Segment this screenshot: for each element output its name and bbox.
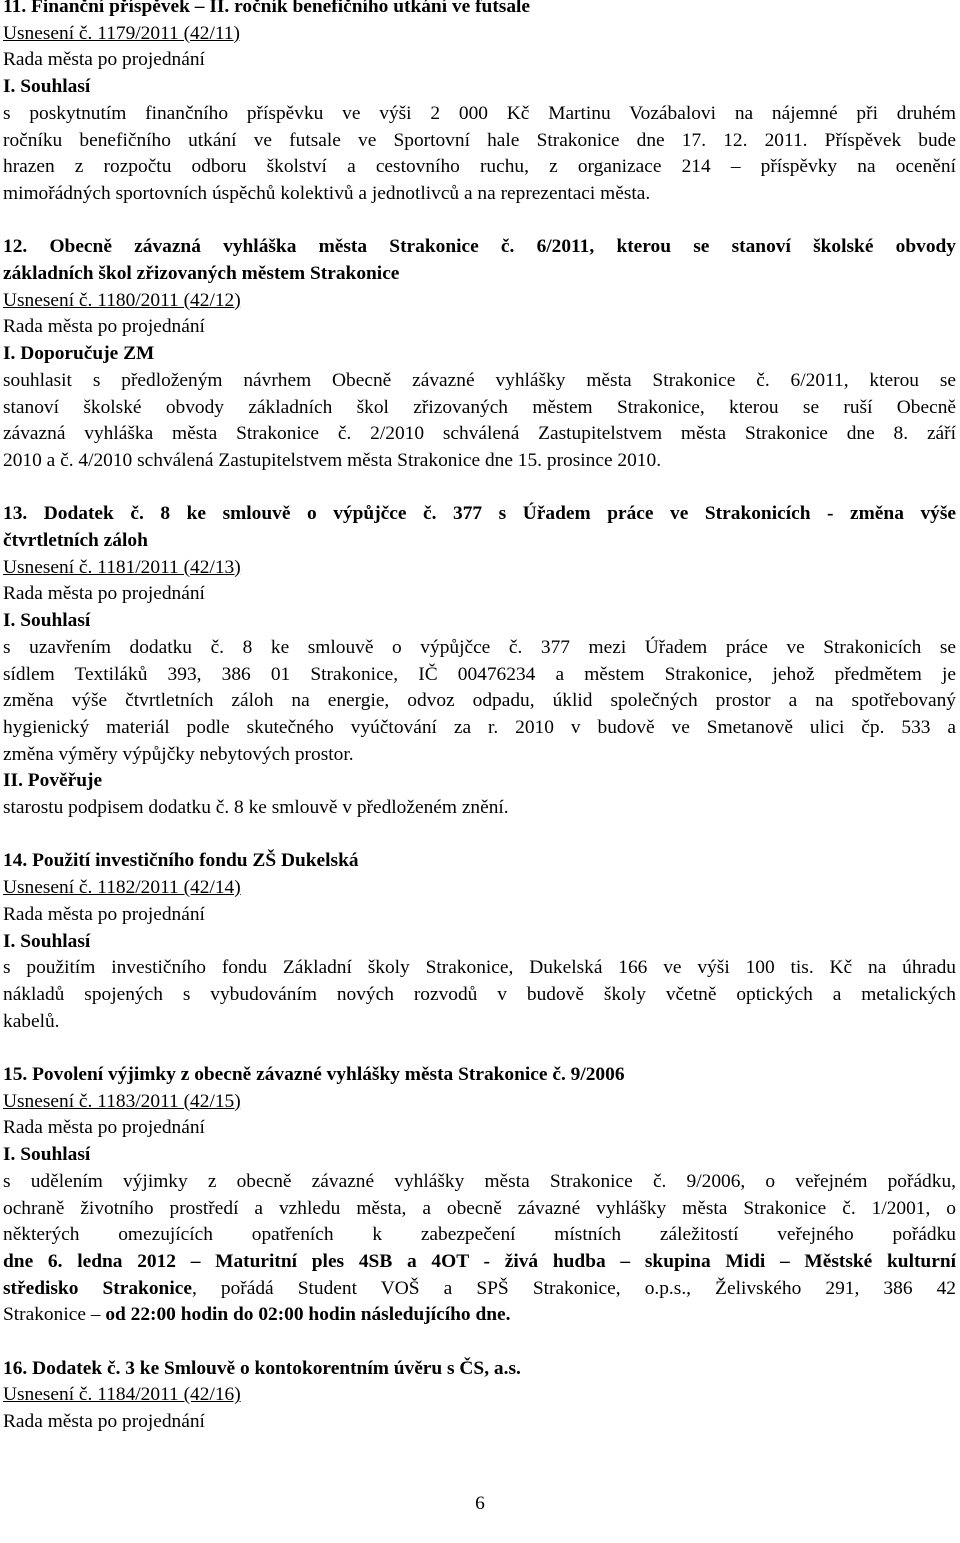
emphasized-text: dne 6. ledna 2012 – Maturitní ples 4SB a 4OT - živá hudba – skupina Midi – Městské kulturní	[3, 1250, 956, 1272]
decision-text-line: 2010 a č. 4/2010 schválená Zastupitelstvem města Strakonice dne 15. prosince 2010.	[3, 449, 662, 471]
decision-heading: I. Souhlasí	[3, 76, 91, 98]
agenda-item	[3, 1062, 956, 1329]
decision-text-line	[3, 1249, 956, 1276]
decision-text-line: stanoví školské obvody základních škol zřizovaných městem Strakonice, kterou se ruší Obecně	[3, 396, 956, 418]
page-number: 6	[475, 1493, 485, 1514]
agenda-item	[3, 234, 956, 474]
agenda-item-title: 12. Obecně závazná vyhláška města Strakonice č. 6/2011, kterou se stanoví školské obvody	[3, 236, 956, 258]
decision-text-line: s použitím investičního fondu Základní školy Strakonice, Dukelská 166 ve výši 100 tis. Kč na úhradu	[3, 957, 956, 979]
decision-text-line: souhlasit s předloženým návrhem Obecně závazné vyhlášky města Strakonice č. 6/2011, kterou se	[3, 369, 956, 391]
decision-text-line: změna výměry výpůjčky nebytových prostor.	[3, 743, 354, 765]
emphasized-text: od 22:00 hodin do 02:00 hodin následujícího dne.	[105, 1304, 511, 1326]
resolution-number: Usnesení č. 1184/2011 (42/16)	[3, 1384, 241, 1406]
decision-heading: I. Souhlasí	[3, 610, 91, 632]
agenda-item-title: 15. Povolení výjimky z obecně závazné vyhlášky města Strakonice č. 9/2006	[3, 1064, 625, 1086]
agenda-item	[3, 1356, 956, 1436]
decision-text-line: starostu podpisem dodatku č. 8 ke smlouvě v předloženém znění.	[3, 797, 509, 819]
decision-text-line: s poskytnutím finančního příspěvku ve výši 2 000 Kč Martinu Vozábalovi na nájemné při druhém	[3, 102, 956, 124]
decision-text-line: s uzavřením dodatku č. 8 ke smlouvě o výpůjčce č. 377 mezi Úřadem práce ve Strakonicích se	[3, 636, 956, 658]
text-run: Strakonice –	[3, 1304, 106, 1326]
agenda-item-title: čtvrtletních záloh	[3, 530, 148, 552]
agenda-item	[3, 501, 956, 821]
agenda-item-title: 13. Dodatek č. 8 ke smlouvě o výpůjčce č. 377 s Úřadem práce ve Strakonicích - změna výše	[3, 503, 956, 525]
decision-text-line: některých omezujících opatřeních k zabezpečení místních záležitostí veřejného pořádku	[3, 1224, 956, 1246]
decision-text-line: kabelů.	[3, 1010, 60, 1032]
resolution-number: Usnesení č. 1182/2011 (42/14)	[3, 877, 241, 899]
resolution-number: Usnesení č. 1181/2011 (42/13)	[3, 556, 241, 578]
council-statement: Rada města po projednání	[3, 49, 205, 71]
council-statement: Rada města po projednání	[3, 903, 205, 925]
resolutions-list	[3, 0, 956, 1436]
decision-heading: I. Souhlasí	[3, 1144, 91, 1166]
decision-text-line: hrazen z rozpočtu odboru školství a cestovního ruchu, z organizace 214 – příspěvky na ocenění	[3, 156, 956, 178]
decision-text-line	[3, 1276, 956, 1303]
resolution-number: Usnesení č. 1179/2011 (42/11)	[3, 22, 240, 44]
decision-text-line: změna výše čtvrtletních záloh na energie, odvoz odpadu, úklid společných prostor a na spotřebovaný	[3, 690, 956, 712]
decision-text-line: mimořádných sportovních úspěchů kolektivů a jednotlivců a na reprezentaci města.	[3, 182, 651, 204]
decision-text-line: s udělením výjimky z obecně závazné vyhlášky města Strakonice č. 9/2006, o veřejném pořádku,	[3, 1170, 956, 1192]
council-statement: Rada města po projednání	[3, 1411, 205, 1433]
agenda-item-title: 14. Použití investičního fondu ZŠ Dukelská	[3, 850, 359, 872]
decision-text-line: nákladů spojených s vybudováním nových rozvodů v budově školy včetně optických a metalických	[3, 983, 956, 1005]
decision-text-line: ročníku benefičního utkání ve futsale ve Sportovní hale Strakonice dne 17. 12. 2011. Příspěvek bude	[3, 129, 956, 151]
emphasized-text: středisko Strakonice	[3, 1277, 192, 1299]
resolution-number: Usnesení č. 1183/2011 (42/15)	[3, 1090, 241, 1112]
decision-heading: I. Doporučuje ZM	[3, 343, 155, 365]
agenda-item	[3, 848, 956, 1035]
decision-text-line: sídlem Textiláků 393, 386 01 Strakonice, IČ 00476234 a městem Strakonice, jehož předmětem je	[3, 663, 956, 685]
council-statement: Rada města po projednání	[3, 1117, 205, 1139]
decision-heading: II. Pověřuje	[3, 770, 103, 792]
agenda-item-title: 11. Finanční příspěvek – II. ročník benefičního utkání ve futsale	[3, 0, 531, 17]
decision-heading: I. Souhlasí	[3, 930, 91, 952]
decision-text-line	[3, 1302, 956, 1329]
decision-text-line: závazná vyhláška města Strakonice č. 2/2010 schválená Zastupitelstvem města Strakonice dne 8. září	[3, 423, 956, 445]
agenda-item-title: základních škol zřizovaných městem Strakonice	[3, 263, 400, 285]
decision-text-line: ochraně životního prostředí a vzhledu města, a obecně závazné vyhlášky města Strakonice č. 1/2001, o	[3, 1197, 956, 1219]
text-run: , pořádá Student VOŠ a SPŠ Strakonice, o.p.s., Želivského 291, 386 42	[191, 1277, 957, 1299]
council-statement: Rada města po projednání	[3, 583, 205, 605]
council-statement: Rada města po projednání	[3, 316, 205, 338]
decision-text-line: hygienický materiál podle skutečného vyúčtování za r. 2010 v budově ve Smetanově ulici čp. 533 a	[3, 716, 956, 738]
agenda-item	[3, 0, 956, 208]
resolution-number: Usnesení č. 1180/2011 (42/12)	[3, 289, 241, 311]
agenda-item-title: 16. Dodatek č. 3 ke Smlouvě o kontokorentním úvěru s ČS, a.s.	[3, 1357, 521, 1379]
